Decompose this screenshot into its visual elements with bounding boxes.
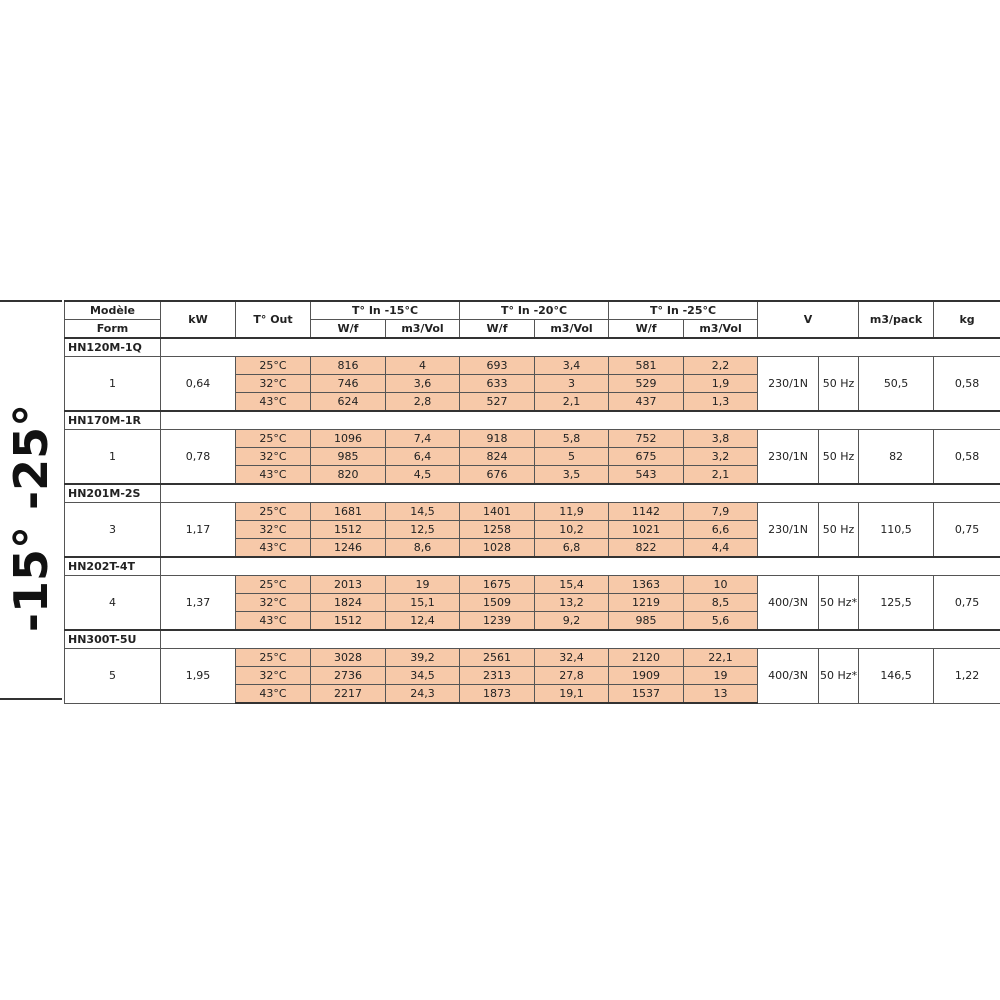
t-in-20-header: T° In -20°C: [460, 301, 609, 320]
kg-header: kg: [934, 301, 1000, 338]
model-name: HN202T-4T: [65, 557, 161, 576]
wf-25-header: W/f: [609, 320, 684, 339]
kg-cell: 0,58: [934, 357, 1000, 412]
m3vol-25-cell: 22,1: [684, 649, 758, 667]
m3vol-25-header: m3/Vol: [684, 320, 758, 339]
wf-20-header: W/f: [460, 320, 535, 339]
m3vol-20-cell: 9,2: [535, 612, 609, 631]
table-row: [65, 357, 1000, 375]
wf-25-cell: 1363: [609, 576, 684, 594]
m3-pack-cell: 110,5: [859, 503, 934, 558]
t-out-cell: 32°C: [236, 448, 311, 466]
form-header: Form: [65, 320, 161, 339]
kw-cell: 1,17: [161, 503, 236, 558]
t-out-header: T° Out: [236, 301, 311, 338]
m3vol-20-cell: 5: [535, 448, 609, 466]
voltage-cell: 230/1N: [758, 430, 819, 485]
wf-15-cell: 2013: [311, 576, 386, 594]
m3vol-15-cell: 34,5: [386, 667, 460, 685]
m3vol-20-cell: 10,2: [535, 521, 609, 539]
wf-25-cell: 581: [609, 357, 684, 375]
t-out-cell: 43°C: [236, 466, 311, 485]
m3vol-20-cell: 2,1: [535, 393, 609, 412]
temperature-range-label: -15° -25°: [4, 403, 58, 633]
wf-15-cell: 820: [311, 466, 386, 485]
wf-20-cell: 1028: [460, 539, 535, 558]
model-name: HN170M-1R: [65, 411, 161, 430]
model-name: HN120M-1Q: [65, 338, 161, 357]
model-title-spacer: [161, 630, 1000, 649]
wf-25-cell: 1909: [609, 667, 684, 685]
m3vol-20-cell: 3,5: [535, 466, 609, 485]
t-out-cell: 25°C: [236, 576, 311, 594]
m3vol-15-cell: 3,6: [386, 375, 460, 393]
m3vol-15-cell: 8,6: [386, 539, 460, 558]
header-row-1: [65, 301, 1000, 320]
m3vol-15-cell: 6,4: [386, 448, 460, 466]
kg-cell: 0,58: [934, 430, 1000, 485]
m3vol-20-cell: 3: [535, 375, 609, 393]
form-cell: 1: [65, 357, 161, 412]
m3vol-25-cell: 19: [684, 667, 758, 685]
t-out-cell: 25°C: [236, 357, 311, 375]
wf-25-cell: 1219: [609, 594, 684, 612]
m3vol-25-cell: 2,1: [684, 466, 758, 485]
wf-20-cell: 2561: [460, 649, 535, 667]
m3vol-20-cell: 32,4: [535, 649, 609, 667]
wf-15-cell: 746: [311, 375, 386, 393]
form-cell: 4: [65, 576, 161, 631]
t-out-cell: 43°C: [236, 612, 311, 631]
m3vol-15-cell: 4,5: [386, 466, 460, 485]
table-row: [65, 576, 1000, 594]
wf-15-cell: 816: [311, 357, 386, 375]
m3vol-15-cell: 39,2: [386, 649, 460, 667]
table-row: [65, 649, 1000, 667]
wf-15-header: W/f: [311, 320, 386, 339]
m3vol-20-cell: 11,9: [535, 503, 609, 521]
wf-25-cell: 752: [609, 430, 684, 448]
kw-header: kW: [161, 301, 236, 338]
m3-pack-cell: 82: [859, 430, 934, 485]
m3vol-15-cell: 19: [386, 576, 460, 594]
m3vol-20-cell: 27,8: [535, 667, 609, 685]
model-title-spacer: [161, 338, 1000, 357]
model-title-spacer: [161, 557, 1000, 576]
wf-25-cell: 1142: [609, 503, 684, 521]
kw-cell: 1,37: [161, 576, 236, 631]
m3vol-15-cell: 4: [386, 357, 460, 375]
wf-20-cell: 2313: [460, 667, 535, 685]
m3-pack-cell: 125,5: [859, 576, 934, 631]
frequency-cell: 50 Hz: [819, 503, 859, 558]
wf-25-cell: 2120: [609, 649, 684, 667]
voltage-cell: 230/1N: [758, 357, 819, 412]
m3vol-15-cell: 2,8: [386, 393, 460, 412]
wf-15-cell: 1824: [311, 594, 386, 612]
table-body: [65, 338, 1000, 703]
t-out-cell: 43°C: [236, 539, 311, 558]
wf-20-cell: 824: [460, 448, 535, 466]
kg-cell: 0,75: [934, 503, 1000, 558]
t-out-cell: 43°C: [236, 685, 311, 704]
wf-15-cell: 1512: [311, 521, 386, 539]
t-in-15-header: T° In -15°C: [311, 301, 460, 320]
m3vol-25-cell: 2,2: [684, 357, 758, 375]
wf-25-cell: 529: [609, 375, 684, 393]
m3vol-20-cell: 6,8: [535, 539, 609, 558]
table-row: [65, 430, 1000, 448]
wf-25-cell: 822: [609, 539, 684, 558]
m3vol-25-cell: 6,6: [684, 521, 758, 539]
wf-20-cell: 1675: [460, 576, 535, 594]
temperature-range-sidebar: [0, 300, 62, 700]
wf-20-cell: 1258: [460, 521, 535, 539]
wf-20-cell: 1873: [460, 685, 535, 704]
wf-20-cell: 1401: [460, 503, 535, 521]
m3vol-25-cell: 10: [684, 576, 758, 594]
m3vol-25-cell: 3,8: [684, 430, 758, 448]
wf-15-cell: 2217: [311, 685, 386, 704]
wf-20-cell: 1509: [460, 594, 535, 612]
model-title-spacer: [161, 411, 1000, 430]
model-name: HN300T-5U: [65, 630, 161, 649]
frequency-cell: 50 Hz: [819, 430, 859, 485]
kw-cell: 0,78: [161, 430, 236, 485]
m3vol-15-cell: 15,1: [386, 594, 460, 612]
wf-20-cell: 693: [460, 357, 535, 375]
table-row: [65, 503, 1000, 521]
m3vol-20-cell: 5,8: [535, 430, 609, 448]
wf-25-cell: 543: [609, 466, 684, 485]
m3vol-15-cell: 14,5: [386, 503, 460, 521]
form-cell: 5: [65, 649, 161, 704]
wf-15-cell: 1681: [311, 503, 386, 521]
m3vol-15-header: m3/Vol: [386, 320, 460, 339]
wf-15-cell: 1096: [311, 430, 386, 448]
model-name: HN201M-2S: [65, 484, 161, 503]
m3vol-20-cell: 13,2: [535, 594, 609, 612]
voltage-cell: 400/3N: [758, 576, 819, 631]
t-out-cell: 32°C: [236, 667, 311, 685]
wf-25-cell: 1021: [609, 521, 684, 539]
m3vol-25-cell: 5,6: [684, 612, 758, 631]
t-out-cell: 32°C: [236, 521, 311, 539]
wf-15-cell: 624: [311, 393, 386, 412]
m3vol-25-cell: 13: [684, 685, 758, 704]
m3vol-20-cell: 15,4: [535, 576, 609, 594]
t-out-cell: 32°C: [236, 375, 311, 393]
m3-pack-header: m3/pack: [859, 301, 934, 338]
m3vol-15-cell: 24,3: [386, 685, 460, 704]
wf-25-cell: 437: [609, 393, 684, 412]
t-out-cell: 25°C: [236, 503, 311, 521]
frequency-cell: 50 Hz*: [819, 576, 859, 631]
wf-15-cell: 985: [311, 448, 386, 466]
m3-pack-cell: 146,5: [859, 649, 934, 704]
m3vol-20-cell: 19,1: [535, 685, 609, 704]
m3vol-25-cell: 3,2: [684, 448, 758, 466]
m3vol-25-cell: 4,4: [684, 539, 758, 558]
form-cell: 3: [65, 503, 161, 558]
kw-cell: 1,95: [161, 649, 236, 704]
form-cell: 1: [65, 430, 161, 485]
wf-25-cell: 1537: [609, 685, 684, 704]
wf-20-cell: 676: [460, 466, 535, 485]
model-title-row: [65, 630, 1000, 649]
wf-15-cell: 1246: [311, 539, 386, 558]
wf-20-cell: 633: [460, 375, 535, 393]
model-title-spacer: [161, 484, 1000, 503]
frequency-cell: 50 Hz: [819, 357, 859, 412]
voltage-header: V: [758, 301, 859, 338]
wf-20-cell: 918: [460, 430, 535, 448]
wf-15-cell: 3028: [311, 649, 386, 667]
t-out-cell: 25°C: [236, 430, 311, 448]
model-title-row: [65, 411, 1000, 430]
modele-header: Modèle: [65, 301, 161, 320]
frequency-cell: 50 Hz*: [819, 649, 859, 704]
wf-20-cell: 527: [460, 393, 535, 412]
m3vol-25-cell: 7,9: [684, 503, 758, 521]
m3-pack-cell: 50,5: [859, 357, 934, 412]
wf-25-cell: 985: [609, 612, 684, 631]
wf-25-cell: 675: [609, 448, 684, 466]
t-out-cell: 43°C: [236, 393, 311, 412]
m3vol-25-cell: 1,9: [684, 375, 758, 393]
spec-table: [64, 300, 1000, 704]
wf-15-cell: 2736: [311, 667, 386, 685]
t-in-25-header: T° In -25°C: [609, 301, 758, 320]
voltage-cell: 400/3N: [758, 649, 819, 704]
model-title-row: [65, 338, 1000, 357]
m3vol-15-cell: 7,4: [386, 430, 460, 448]
kg-cell: 1,22: [934, 649, 1000, 704]
t-out-cell: 32°C: [236, 594, 311, 612]
kg-cell: 0,75: [934, 576, 1000, 631]
m3vol-20-cell: 3,4: [535, 357, 609, 375]
model-title-row: [65, 484, 1000, 503]
model-title-row: [65, 557, 1000, 576]
m3vol-15-cell: 12,5: [386, 521, 460, 539]
m3vol-25-cell: 1,3: [684, 393, 758, 412]
m3vol-25-cell: 8,5: [684, 594, 758, 612]
voltage-cell: 230/1N: [758, 503, 819, 558]
table-header: [65, 301, 1000, 338]
kw-cell: 0,64: [161, 357, 236, 412]
m3vol-15-cell: 12,4: [386, 612, 460, 631]
wf-15-cell: 1512: [311, 612, 386, 631]
m3vol-20-header: m3/Vol: [535, 320, 609, 339]
t-out-cell: 25°C: [236, 649, 311, 667]
wf-20-cell: 1239: [460, 612, 535, 631]
